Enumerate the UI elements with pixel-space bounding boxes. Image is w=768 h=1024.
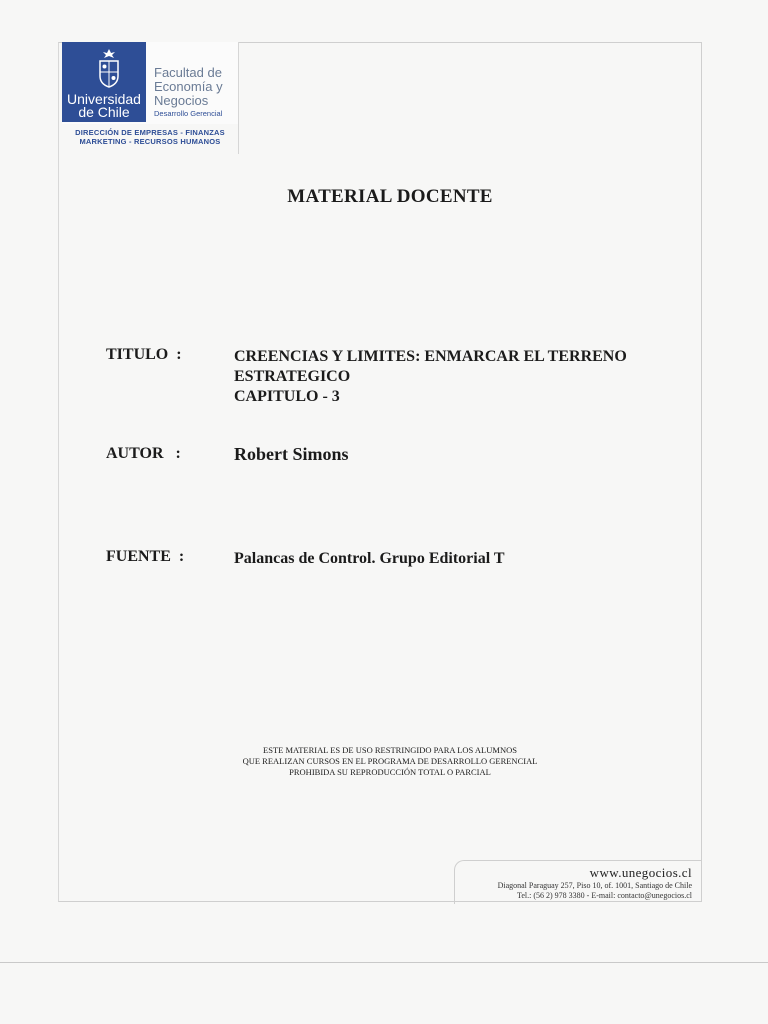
autor-label: AUTOR : [106,445,181,462]
logo-university-line1: Universidad [67,91,141,107]
restriction-notice [180,745,600,778]
fuente-value: Palancas de Control. Grupo Editorial T [234,550,505,567]
logo-divider [238,42,239,154]
faculty-line2: Economía y [154,79,223,94]
program-tagline [62,128,238,146]
titulo-line3: CAPITULO - 3 [234,388,340,405]
footer-address: Diagonal Paraguay 257, Piso 10, of. 1001, Santiago de Chile [497,881,692,890]
tagline-line1: DIRECCIÓN DE EMPRESAS - FINANZAS [75,128,225,137]
footer-url[interactable]: www.unegocios.cl [589,865,692,880]
titulo-line1: CREENCIAS Y LIMITES: ENMARCAR EL TERRENO [234,348,627,365]
fuente-label: FUENTE : [106,548,185,565]
restriction-line3: PROHIBIDA SU REPRODUCCIÓN TOTAL O PARCIAL [289,767,491,777]
restriction-line2: QUE REALIZAN CURSOS EN EL PROGRAMA DE DESARROLLO GERENCIAL [242,756,538,766]
logo-blue-panel [62,42,146,122]
faculty-block [154,66,238,120]
faculty-line3: Negocios [154,93,209,108]
footer-contact: Tel.: (56 2) 978 3380 - E-mail: contacto@unegocios.cl [517,891,692,900]
page-divider [0,962,768,963]
logo-university-line2: de Chile [78,104,130,120]
document-heading: MATERIAL DOCENTE [287,186,493,207]
restriction-line1: ESTE MATERIAL ES DE USO RESTRINGIDO PARA LOS ALUMNOS [263,745,517,755]
titulo-line2: ESTRATEGICO [234,368,351,385]
faculty-subtitle: Desarrollo Gerencial [154,109,223,118]
titulo-value [234,347,694,407]
tagline-line2: MARKETING - RECURSOS HUMANOS [79,137,221,146]
autor-value: Robert Simons [234,444,349,464]
university-logo [62,42,238,124]
titulo-label: TITULO : [106,346,182,363]
faculty-line1: Facultad de [154,65,222,80]
university-crest-icon [96,48,122,88]
